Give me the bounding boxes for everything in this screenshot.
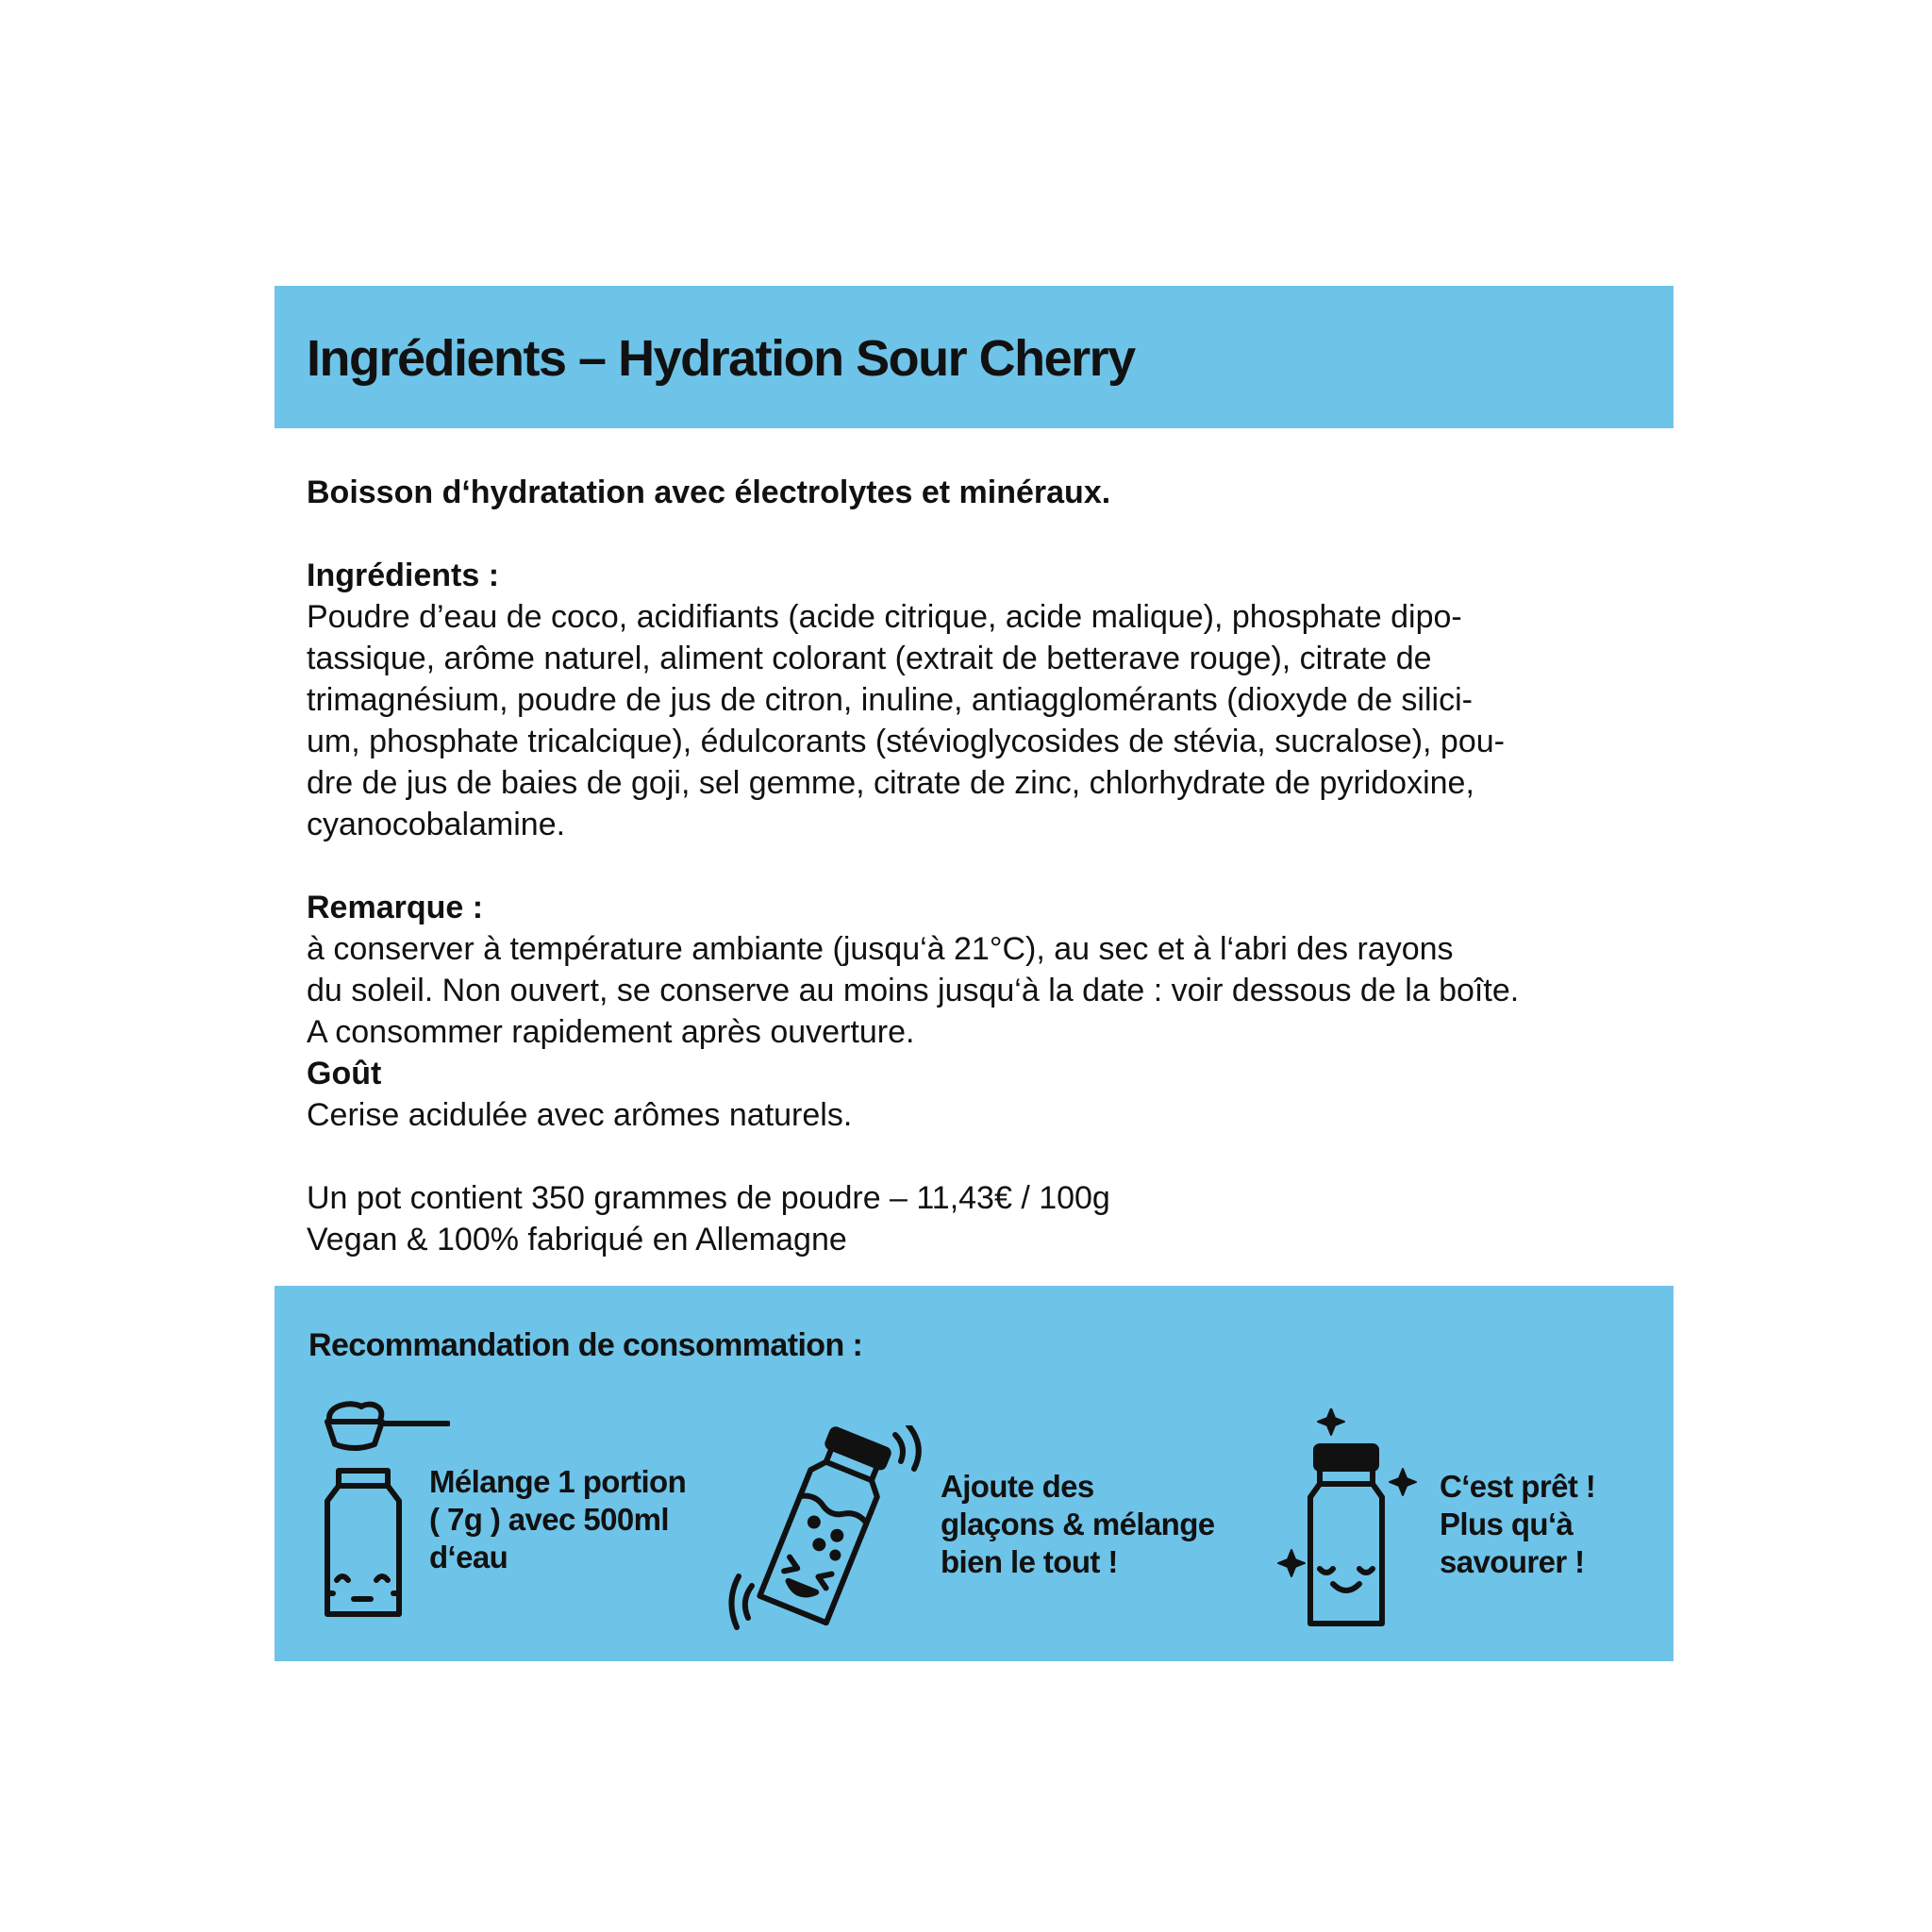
step-1-text: Mélange 1 portion ( 7g ) avec 500ml d‘eau	[429, 1464, 687, 1574]
ingredients-line: trimagnésium, poudre de jus de citron, inuline, antiagglomérants (dioxyde de silici-	[307, 682, 1473, 718]
spacer	[307, 845, 1646, 887]
remark-line: à conserver à température ambiante (jusqu‘à 21°C), au sec et à l‘abri des rayons	[307, 931, 1454, 967]
recommendation-title: Recommandation de consommation :	[308, 1327, 863, 1363]
ingredients-line: tassique, arôme naturel, aliment colorant (extrait de betterave rouge), citrate de	[307, 641, 1432, 676]
sparkling-bottle-icon	[1274, 1408, 1425, 1631]
remark-line: du soleil. Non ouvert, se conserve au moins jusqu‘à la date : voir dessous de la boîte.	[307, 973, 1520, 1008]
remark-line: A consommer rapidement après ouverture.	[307, 1014, 915, 1050]
ingredients-line: um, phosphate tricalcique), édulcorants (stévioglycosides de stévia, sucralose), pou-	[307, 724, 1505, 759]
product-details	[307, 472, 1646, 1260]
ingredients-section	[307, 555, 1646, 845]
remark-heading: Remarque :	[307, 890, 484, 925]
ingredients-heading: Ingrédients :	[307, 558, 500, 593]
spacer	[307, 513, 1646, 555]
taste-text: Cerise acidulée avec arômes naturels.	[307, 1097, 853, 1133]
recommendation-banner	[275, 1286, 1674, 1661]
step-2-text: Ajoute des glaçons & mélange bien le tout !	[941, 1469, 1215, 1579]
ingredients-line: dre de jus de baies de goji, sel gemme, citrate de zinc, chlorhydrate de pyridoxine,	[307, 765, 1474, 801]
taste-section	[307, 1053, 1646, 1136]
shaking-bottle-icon	[727, 1425, 925, 1633]
title-banner	[275, 286, 1674, 428]
quantity-price-text: Un pot contient 350 grammes de poudre – 11,43€ / 100g	[307, 1180, 1110, 1216]
intro-text: Boisson d‘hydratation avec électrolytes et minéraux.	[307, 475, 1111, 510]
remark-section	[307, 887, 1646, 1053]
origin-text: Vegan & 100% fabriqué en Allemagne	[307, 1222, 847, 1257]
taste-heading: Goût	[307, 1056, 382, 1091]
spacer	[307, 1136, 1646, 1177]
ingredients-line: Poudre d’eau de coco, acidifiants (acide citrique, acide malique), phosphate dipo-	[307, 599, 1462, 635]
step-3-text: C‘est prêt ! Plus qu‘à savourer !	[1440, 1469, 1596, 1579]
product-info-section	[307, 1177, 1646, 1260]
ingredients-line: cyanocobalamine.	[307, 807, 566, 842]
page-title: Ingrédients – Hydration Sour Cherry	[307, 330, 1135, 387]
